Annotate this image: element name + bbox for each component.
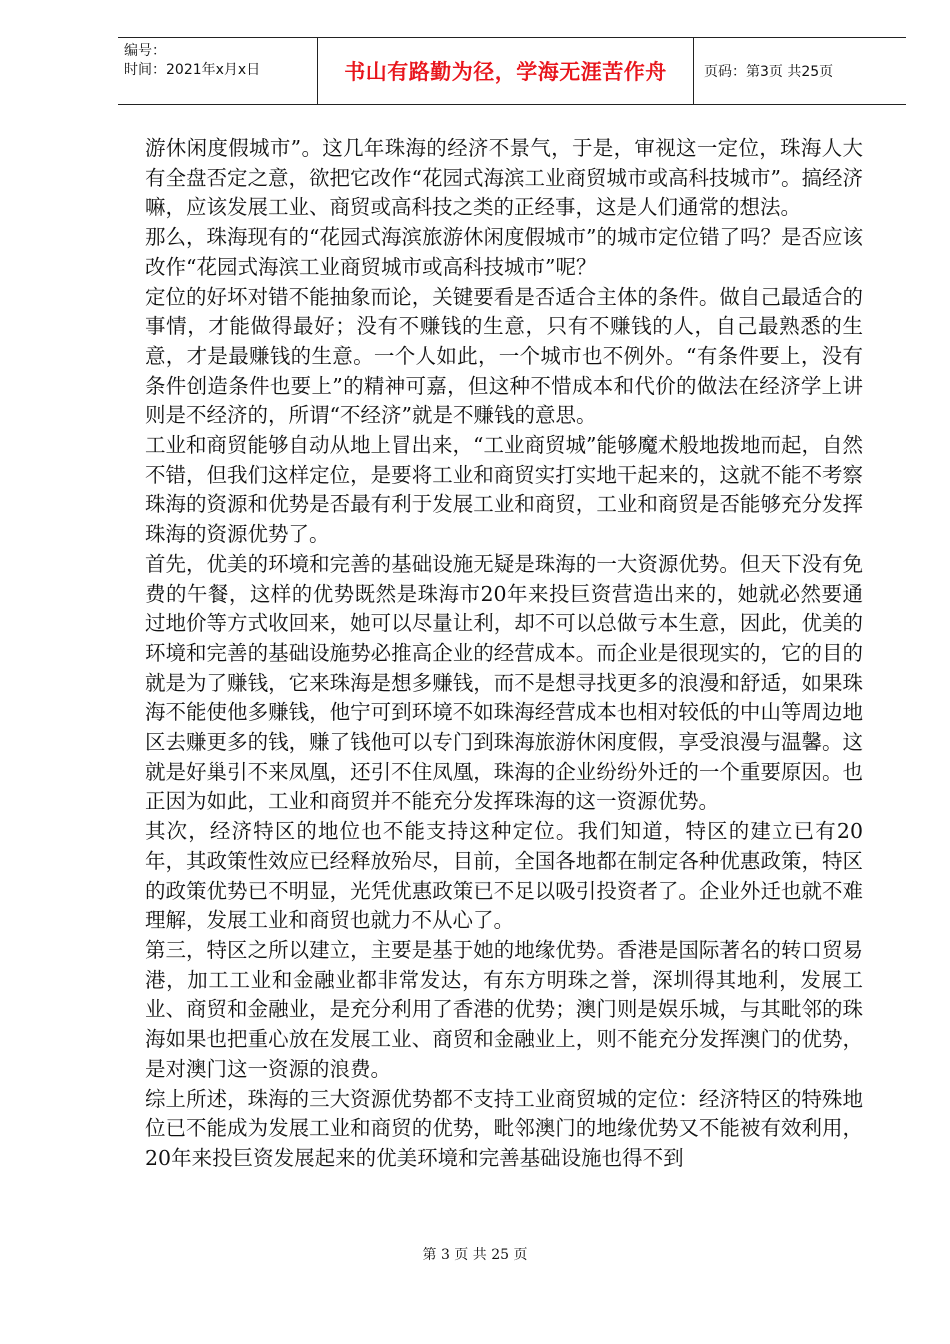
page-footer: 第 3 页 共 25 页 [422,1247,528,1263]
paragraph: 第三，特区之所以建立，主要是基于她的地缘优势。香港是国际著名的转口贸易港，加工工业和金融业都非常发达，有东方明珠之誉，深圳得其地利，发展工业、商贸和金融业，是充分利用了香港的优势；澳门则是娱乐城，与其毗邻的珠海如果也把重心放在发展工业、商贸和金融业上，则不能充分发挥澳门的优势，是对澳门这一资源的浪费。 [145,937,863,1081]
document-time-label: 时间：2021年x月x日 [124,62,261,78]
header-meta [118,38,318,104]
document-body [145,134,863,1174]
paragraph: 那么，珠海现有的“花园式海滨旅游休闲度假城市”的城市定位错了吗？是否应该改作“花园式海滨工业商贸城市或高科技城市”呢？ [145,225,863,279]
paragraph: 定位的好坏对错不能抽象而论，关键要看是否适合主体的条件。做自己最适合的事情，才能做得最好；没有不赚钱的生意，只有不赚钱的人，自己最熟悉的生意，才是最赚钱的生意。一个人如此，一个城市也不例外。“有条件要上，没有条件创造条件也要上”的精神可嘉，但这种不惜成本和代价的做法在经济学上讲则是不经济的，所谓“不经济”就是不赚钱的意思。 [145,284,863,428]
page-header [118,37,906,105]
header-motto: 书山有路勤为径，学海无涯苦作舟 [318,38,694,104]
document-number-label: 编号： [124,43,166,59]
paragraph: 游休闲度假城市”。这几年珠海的经济不景气，于是，审视这一定位，珠海人大有全盘否定之意，欲把它改作“花园式海滨工业商贸城市或高科技城市”。搞经济嘛，应该发展工业、商贸或高科技之类的正经事，这是人们通常的想法。 [145,136,863,220]
paragraph: 工业和商贸能够自动从地上冒出来，“工业商贸城”能够魔术般地拨地而起，自然不错，但我们这样定位，是要将工业和商贸实打实地干起来的，这就不能不考察珠海的资源和优势是否最有利于发展工业和商贸，工业和商贸是否能够充分发挥珠海的资源优势了。 [145,433,863,547]
paragraph: 综上所述，珠海的三大资源优势都不支持工业商贸城的定位：经济特区的特殊地位已不能成为发展工业和商贸的优势，毗邻澳门的地缘优势又不能被有效利用，20年来投巨资发展起来的优美环境和完善基础设施也得不到 [145,1086,863,1170]
paragraph: 首先，优美的环境和完善的基础设施无疑是珠海的一大资源优势。但天下没有免费的午餐，这样的优势既然是珠海市20年来投巨资营造出来的，她就必然要通过地价等方式收回来，她可以尽量让利，却不可以总做亏本生意，因此，优美的环境和完善的基础设施势必推高企业的经营成本。而企业是很现实的，它的目的就是为了赚钱，它来珠海是想多赚钱，而不是想寻找更多的浪漫和舒适，如果珠海不能使他多赚钱，他宁可到环境不如珠海经营成本也相对较低的中山等周边地区去赚更多的钱，赚了钱他可以专门到珠海旅游休闲度假，享受浪漫与温馨。这就是好巢引不来凤凰，还引不住凤凰，珠海的企业纷纷外迁的一个重要原因。也正因为如此，工业和商贸并不能充分发挥珠海的这一资源优势。 [145,551,863,814]
header-page-info: 页码：第3页 共25页 [704,64,834,80]
paragraph: 其次，经济特区的地位也不能支持这种定位。我们知道，特区的建立已有20年，其政策性效应已经释放殆尽，目前，全国各地都在制定各种优惠政策，特区的政策优势已不明显，光凭优惠政策已不足以吸引投资者了。企业外迁也就不难理解，发展工业和商贸也就力不从心了。 [145,819,863,933]
